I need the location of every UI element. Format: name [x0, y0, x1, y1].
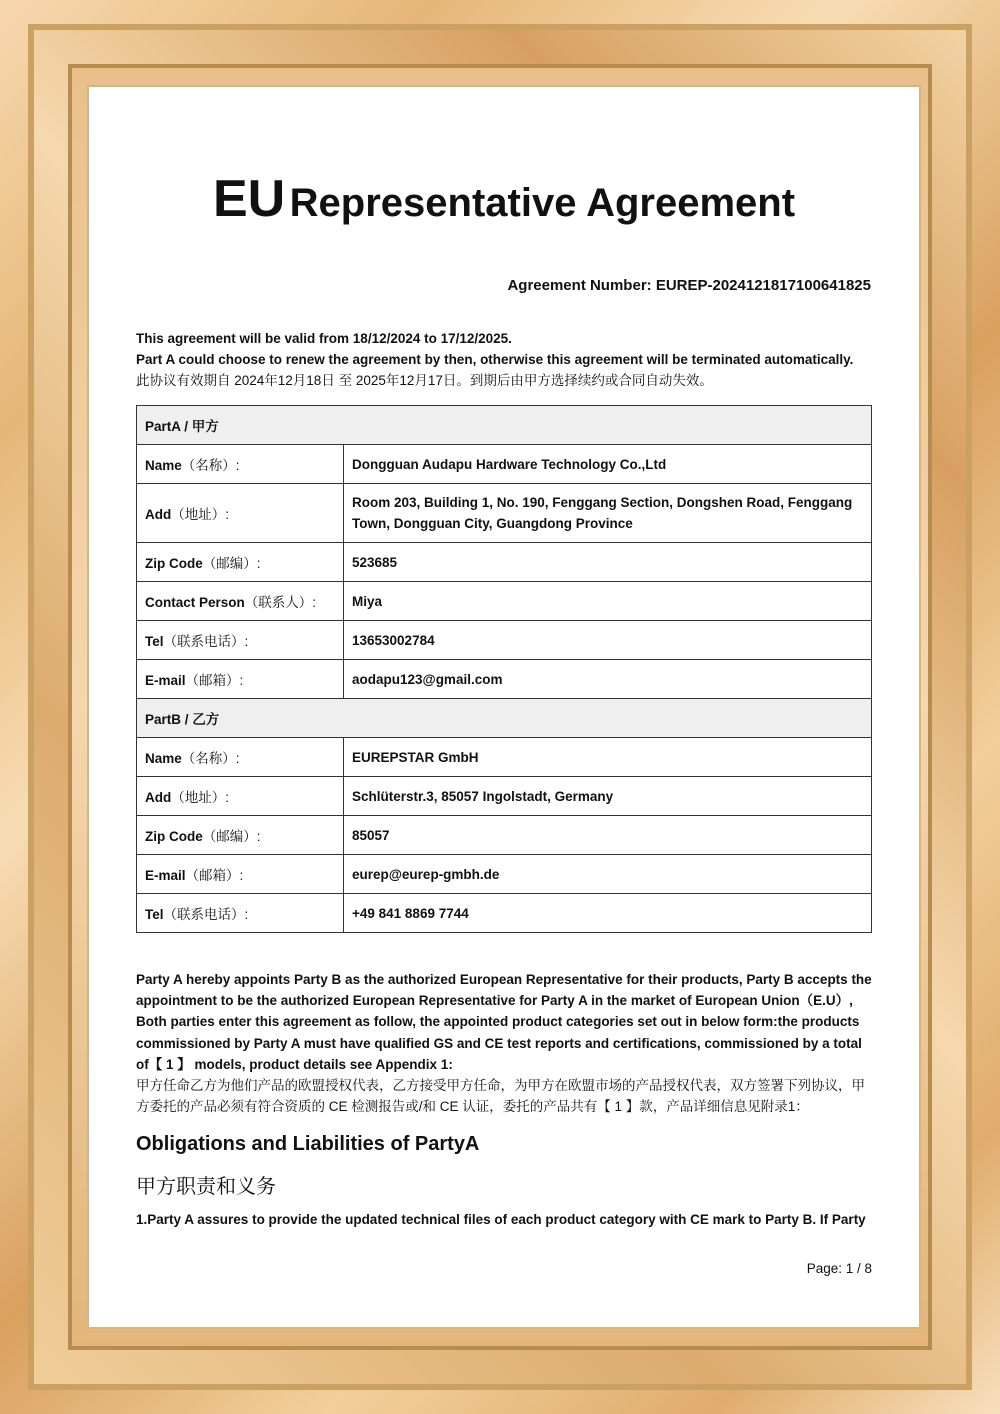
party-b-tel-value: +49 841 8869 7744 — [344, 894, 872, 933]
party-b-zip-value: 85057 — [344, 816, 872, 855]
party-a-contact-value: Miya — [344, 582, 872, 621]
party-a-contact-label: Contact Person（联系人）: — [137, 582, 344, 621]
title-rest: Representative Agreement — [289, 181, 796, 225]
party-b-email-value: eurep@eurep-gmbh.de — [344, 855, 872, 894]
table-row — [137, 582, 872, 621]
table-row — [137, 621, 872, 660]
party-a-tel-value: 13653002784 — [344, 621, 872, 660]
party-a-name-label: Name（名称）: — [137, 445, 344, 484]
table-row — [137, 777, 872, 816]
appointment-text-en: Party A hereby appoints Party B as the authorized European Representative for their products, Party B accepts the appointment to be the authorized European Representative for Party A in the market of European Union（E.U）, Both parties enter this agreement as follow, the appointed product categories set out in below form:the products commissioned by Party A must have qualified GS and CE test reports and certifications, commissioned by a total of【 1 】 models, product details see Appendix 1: — [136, 972, 872, 1072]
document-title — [89, 169, 919, 229]
table-row — [137, 543, 872, 582]
party-b-add-label: Add（地址）: — [137, 777, 344, 816]
obligation-clause-1: 1.Party A assures to provide the updated technical files of each product category with CE mark to Party B. If Party — [136, 1212, 866, 1227]
title-eu: EU — [212, 170, 286, 228]
table-row — [137, 855, 872, 894]
document-page — [89, 87, 919, 1327]
party-a-name-value: Dongguan Audapu Hardware Technology Co.,Ltd — [344, 445, 872, 484]
appointment-text-zh: 甲方任命乙方为他们产品的欧盟授权代表，乙方接受甲方任命，为甲方在欧盟市场的产品授权代表，双方签署下列协议，甲方委托的产品必须有符合资质的 CE 检测报告或/和 CE 认证，委托的产品共有【 1 】款，产品详细信息见附录1： — [136, 1078, 865, 1115]
table-row — [137, 894, 872, 933]
party-a-email-value: aodapu123@gmail.com — [344, 660, 872, 699]
party-a-zip-label: Zip Code（邮编）: — [137, 543, 344, 582]
party-b-header-row — [137, 699, 872, 738]
obligations-heading: Obligations and Liabilities of PartyA — [136, 1133, 480, 1155]
agreement-number: Agreement Number: EUREP-2024121817100641825 — [507, 277, 871, 294]
validity-block — [136, 328, 876, 391]
party-b-zip-label: Zip Code（邮编）: — [137, 816, 344, 855]
appointment-paragraph — [136, 969, 876, 1117]
party-a-email-label: E-mail（邮箱）: — [137, 660, 344, 699]
party-a-add-value: Room 203, Building 1, No. 190, Fenggang Section, Dongshen Road, Fenggang Town, Dongguan City, Guangdong Province — [344, 484, 872, 543]
parties-table — [136, 405, 872, 933]
party-b-header: PartB / 乙方 — [137, 699, 872, 738]
party-a-tel-label: Tel（联系电话）: — [137, 621, 344, 660]
party-a-header-row — [137, 406, 872, 445]
party-a-zip-value: 523685 — [344, 543, 872, 582]
validity-line-2: Part A could choose to renew the agreement by then, otherwise this agreement will be terminated automatically. — [136, 352, 854, 367]
party-b-tel-label: Tel（联系电话）: — [137, 894, 344, 933]
party-a-add-label: Add（地址）: — [137, 484, 344, 543]
party-b-name-label: Name（名称）: — [137, 738, 344, 777]
table-row — [137, 816, 872, 855]
party-b-name-value: EUREPSTAR GmbH — [344, 738, 872, 777]
party-b-email-label: E-mail（邮箱）: — [137, 855, 344, 894]
party-a-header: PartA / 甲方 — [137, 406, 872, 445]
party-b-add-value: Schlüterstr.3, 85057 Ingolstadt, Germany — [344, 777, 872, 816]
table-row — [137, 738, 872, 777]
page-number: Page: 1 / 8 — [806, 1261, 872, 1276]
table-row — [137, 660, 872, 699]
table-row — [137, 445, 872, 484]
validity-line-1: This agreement will be valid from 18/12/2024 to 17/12/2025. — [136, 331, 512, 346]
validity-line-zh: 此协议有效期自 2024年12月18日 至 2025年12月17日。到期后由甲方选择续约或合同自动失效。 — [136, 373, 713, 388]
obligations-heading-zh: 甲方职责和义务 — [136, 1176, 276, 1198]
table-row — [137, 484, 872, 543]
